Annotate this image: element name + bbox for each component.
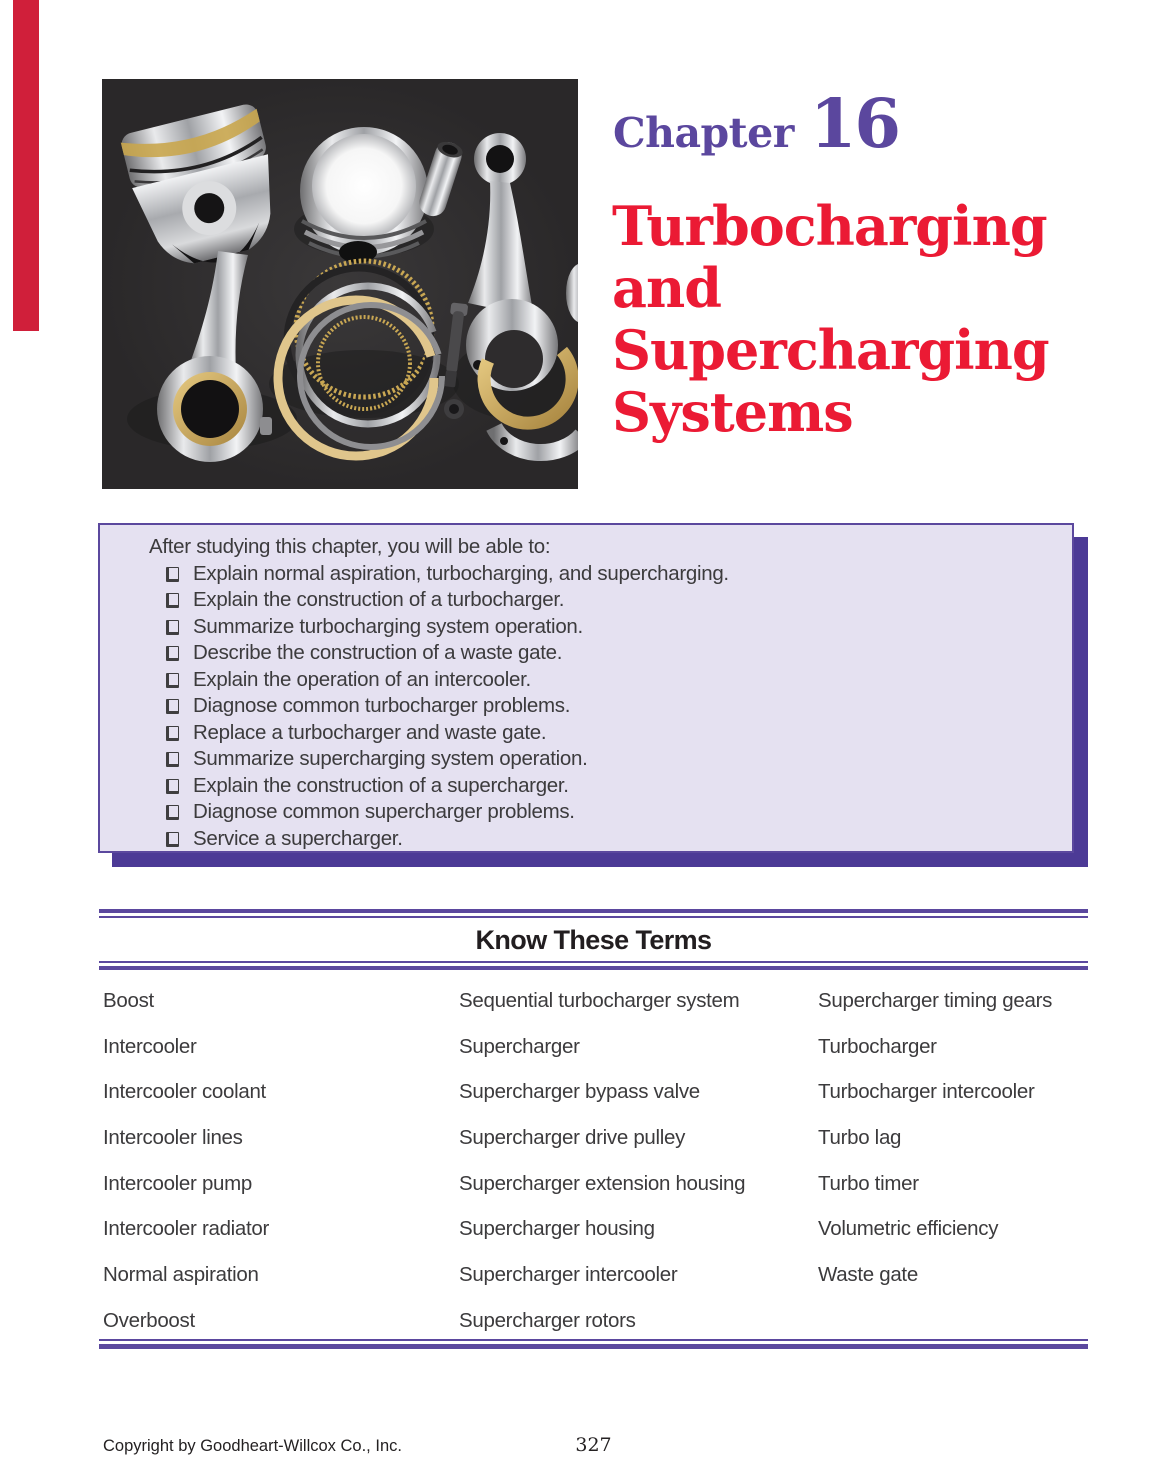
term-item: Supercharger extension housing xyxy=(459,1171,746,1195)
objective-text: Explain the construction of a turbocharger. xyxy=(193,588,565,611)
chapter-title xyxy=(612,195,1142,443)
piston-parts-illustration xyxy=(102,79,578,489)
objective-item xyxy=(166,667,1048,694)
objectives-list xyxy=(149,561,1048,853)
terms-rule-mid-thick xyxy=(99,966,1088,970)
checkbox-bullet-icon xyxy=(166,726,179,741)
term-item: Normal aspiration xyxy=(103,1263,259,1287)
checkbox-bullet-icon xyxy=(166,567,179,582)
objective-text: Explain normal aspiration, turbocharging, and supercharging. xyxy=(193,561,729,585)
checkbox-bullet-icon xyxy=(166,673,179,688)
objective-item xyxy=(166,773,1048,800)
chapter-label: Chapter xyxy=(613,109,794,157)
objective-text: Diagnose common turbocharger problems. xyxy=(193,694,571,717)
objective-item xyxy=(166,614,1048,641)
term-item: Intercooler pump xyxy=(103,1171,253,1195)
term-item: Boost xyxy=(103,989,154,1012)
term-item: Sequential turbocharger system xyxy=(459,989,740,1012)
objective-item xyxy=(166,799,1048,826)
terms-rule-top-thin xyxy=(99,916,1088,918)
checkbox-bullet-icon xyxy=(166,593,179,608)
chapter-title-line: Systems xyxy=(612,380,853,444)
term-item: Intercooler xyxy=(103,1034,197,1058)
page-edge-tab xyxy=(13,0,39,331)
objective-item xyxy=(166,826,1048,853)
chapter-heading xyxy=(613,84,899,163)
term-item: Supercharger housing xyxy=(459,1217,655,1241)
term-item: Turbo timer xyxy=(818,1171,919,1195)
checkbox-bullet-icon xyxy=(166,779,179,794)
term-item: Supercharger bypass valve xyxy=(459,1080,700,1104)
objective-text: Replace a turbocharger and waste gate. xyxy=(193,720,547,744)
term-item: Supercharger timing gears xyxy=(818,989,1053,1012)
checkbox-bullet-icon xyxy=(166,805,179,820)
objective-item xyxy=(166,746,1048,773)
page-number: 327 xyxy=(575,1434,612,1456)
term-item: Turbocharger intercooler xyxy=(818,1080,1035,1104)
objective-text: Diagnose common supercharger problems. xyxy=(193,800,575,823)
chapter-title-line: and Supercharging xyxy=(612,256,1049,382)
terms-rule-top-thick xyxy=(99,909,1088,913)
copyright-notice: Copyright by Goodheart-Willcox Co., Inc. xyxy=(103,1437,402,1455)
term-item: Turbo lag xyxy=(818,1126,902,1150)
terms-rule-bottom-thick xyxy=(99,1344,1088,1349)
objective-item xyxy=(166,561,1048,588)
chapter-title-line: Turbocharging xyxy=(612,194,1047,258)
term-item: Intercooler lines xyxy=(103,1126,243,1150)
checkbox-bullet-icon xyxy=(166,620,179,635)
objective-text: Summarize supercharging system operation. xyxy=(193,747,588,770)
objective-text: Explain the operation of an intercooler. xyxy=(193,667,531,691)
term-item: Intercooler coolant xyxy=(103,1080,266,1104)
objective-text: Explain the construction of a supercharger. xyxy=(193,773,569,797)
objective-item xyxy=(166,693,1048,720)
checkbox-bullet-icon xyxy=(166,752,179,767)
terms-column-1 xyxy=(103,988,453,1354)
term-item: Volumetric efficiency xyxy=(818,1217,999,1241)
objective-item xyxy=(166,587,1048,614)
objective-text: Service a supercharger. xyxy=(193,826,403,850)
term-item: Waste gate xyxy=(818,1263,918,1287)
objectives-intro: After studying this chapter, you will be able to: xyxy=(149,535,551,558)
terms-column-3 xyxy=(818,988,1088,1308)
term-item: Supercharger rotors xyxy=(459,1308,636,1332)
term-item: Supercharger intercooler xyxy=(459,1263,678,1287)
term-item: Supercharger drive pulley xyxy=(459,1126,686,1150)
objective-item xyxy=(166,720,1048,747)
objective-item xyxy=(166,640,1048,667)
terms-rule-bottom-thin xyxy=(99,1339,1088,1341)
term-item: Intercooler radiator xyxy=(103,1217,270,1241)
checkbox-bullet-icon xyxy=(166,646,179,661)
chapter-opener-photo xyxy=(102,79,578,489)
terms-heading: Know These Terms xyxy=(475,925,712,955)
terms-column-2 xyxy=(459,988,811,1354)
objectives-box xyxy=(98,523,1074,853)
checkbox-bullet-icon xyxy=(166,832,179,847)
checkbox-bullet-icon xyxy=(166,699,179,714)
terms-rule-mid-thin xyxy=(99,961,1088,963)
chapter-number: 16 xyxy=(809,84,900,163)
term-item: Overboost xyxy=(103,1308,195,1332)
term-item: Turbocharger xyxy=(818,1034,937,1058)
objective-text: Describe the construction of a waste gate. xyxy=(193,641,563,664)
term-item: Supercharger xyxy=(459,1034,580,1058)
objective-text: Summarize turbocharging system operation. xyxy=(193,614,583,638)
